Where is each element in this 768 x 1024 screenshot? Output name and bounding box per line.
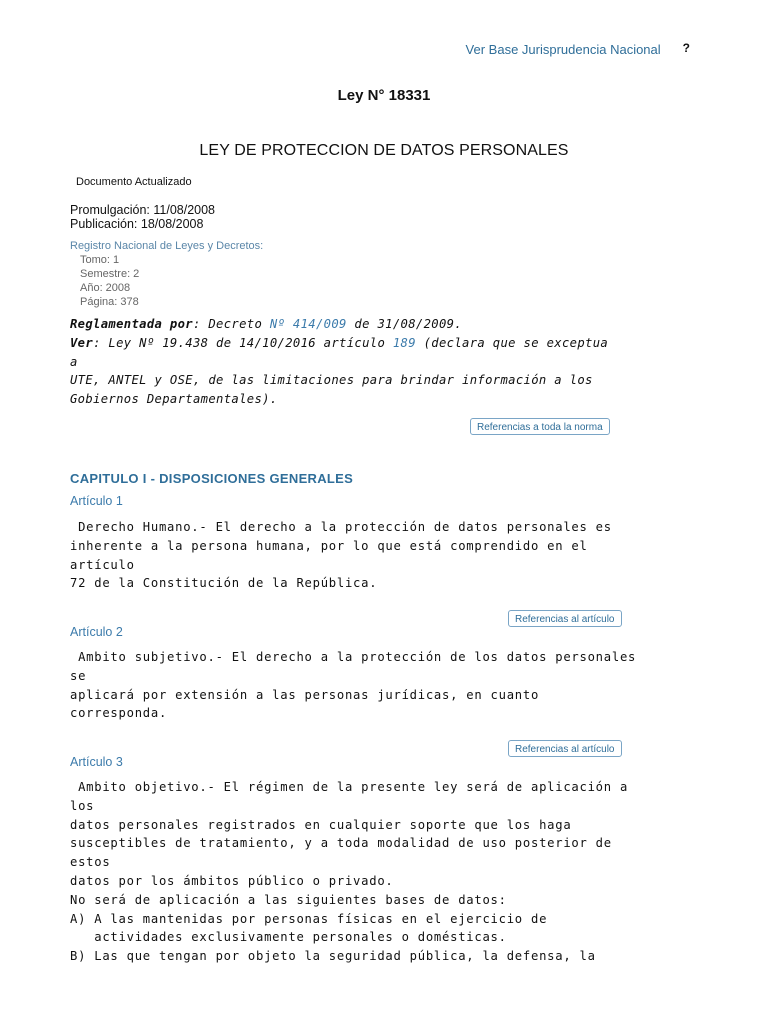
referencias-norma-button[interactable]: Referencias a toda la norma [470,418,610,435]
document-status: Documento Actualizado [76,176,192,188]
registro-nacional [70,239,263,309]
article-text: Ambito objetivo.- El régimen de la presente ley será de aplicación a los datos personales registrados en cualquier soporte que los haga susceptibles de tratamiento, y a toda modalidad de uso posterior de estos datos por los ámbitos público o privado. No será de aplicación a las siguientes bases de datos: A) A las mantenidas por personas físicas en el ejercicio de actividades exclusivamente personales o domésticas. B) Las que tengan por objeto la seguridad pública, la defensa, la [70,780,629,964]
registro-title: Registro Nacional de Leyes y Decretos: [70,240,264,252]
decreto-link[interactable]: Nº 414/009 [269,317,347,331]
articulo-189-link[interactable]: 189 [392,335,416,350]
registro-pagina: Página: 378 [80,296,139,308]
law-title: LEY DE PROTECCION DE DATOS PERSONALES [199,142,569,159]
chapter-title: CAPITULO I - DISPOSICIONES GENERALES [70,471,354,486]
article-title: Artículo 1 [70,494,123,508]
registro-tomo: Tomo: 1 [80,254,120,266]
reglamentada-date: de 31/08/2009. [346,317,463,331]
ver-text: : Ley Nº 19.438 de 14/10/2016 artículo [93,335,393,350]
referencias-articulo-button[interactable]: Referencias al artículo [508,740,622,757]
article-title: Artículo 2 [70,625,123,639]
publicacion-date: Publicación: 18/08/2008 [70,217,204,231]
promulgacion-date: Promulgación: 11/08/2008 [70,203,216,217]
law-dates [70,203,215,231]
article-text: Derecho Humano.- El derecho a la protección de datos personales es inherente a la persona humana, por lo que está comprendido en el artículo 72 de la Constitución de la República. [70,520,612,591]
ver-text-rest: (declara que se exceptua a UTE, ANTEL y OSE, de las limitaciones para brindar información a los Gobiernos Departamentales). [70,335,609,407]
reglamentada-text: : Decreto [193,317,270,331]
reglamentacion-block [70,315,608,409]
referencias-articulo-button[interactable]: Referencias al artículo [508,610,622,627]
help-icon[interactable]: ? [682,40,690,55]
reglamentada-label: Reglamentada por [70,317,193,331]
article-title: Artículo 3 [70,755,123,769]
registro-semestre: Semestre: 2 [80,268,140,280]
article-text: Ambito subjetivo.- El derecho a la protección de los datos personales se aplicará por extensión a las personas jurídicas, en cuanto corresponda. [70,650,637,721]
top-bar [466,42,690,57]
ver-label: Ver [70,335,94,350]
law-number: Ley N° 18331 [337,87,431,104]
ver-base-jurisprudencia-link[interactable]: Ver Base Jurisprudencia Nacional [465,42,661,57]
registro-anio: Año: 2008 [80,282,131,294]
